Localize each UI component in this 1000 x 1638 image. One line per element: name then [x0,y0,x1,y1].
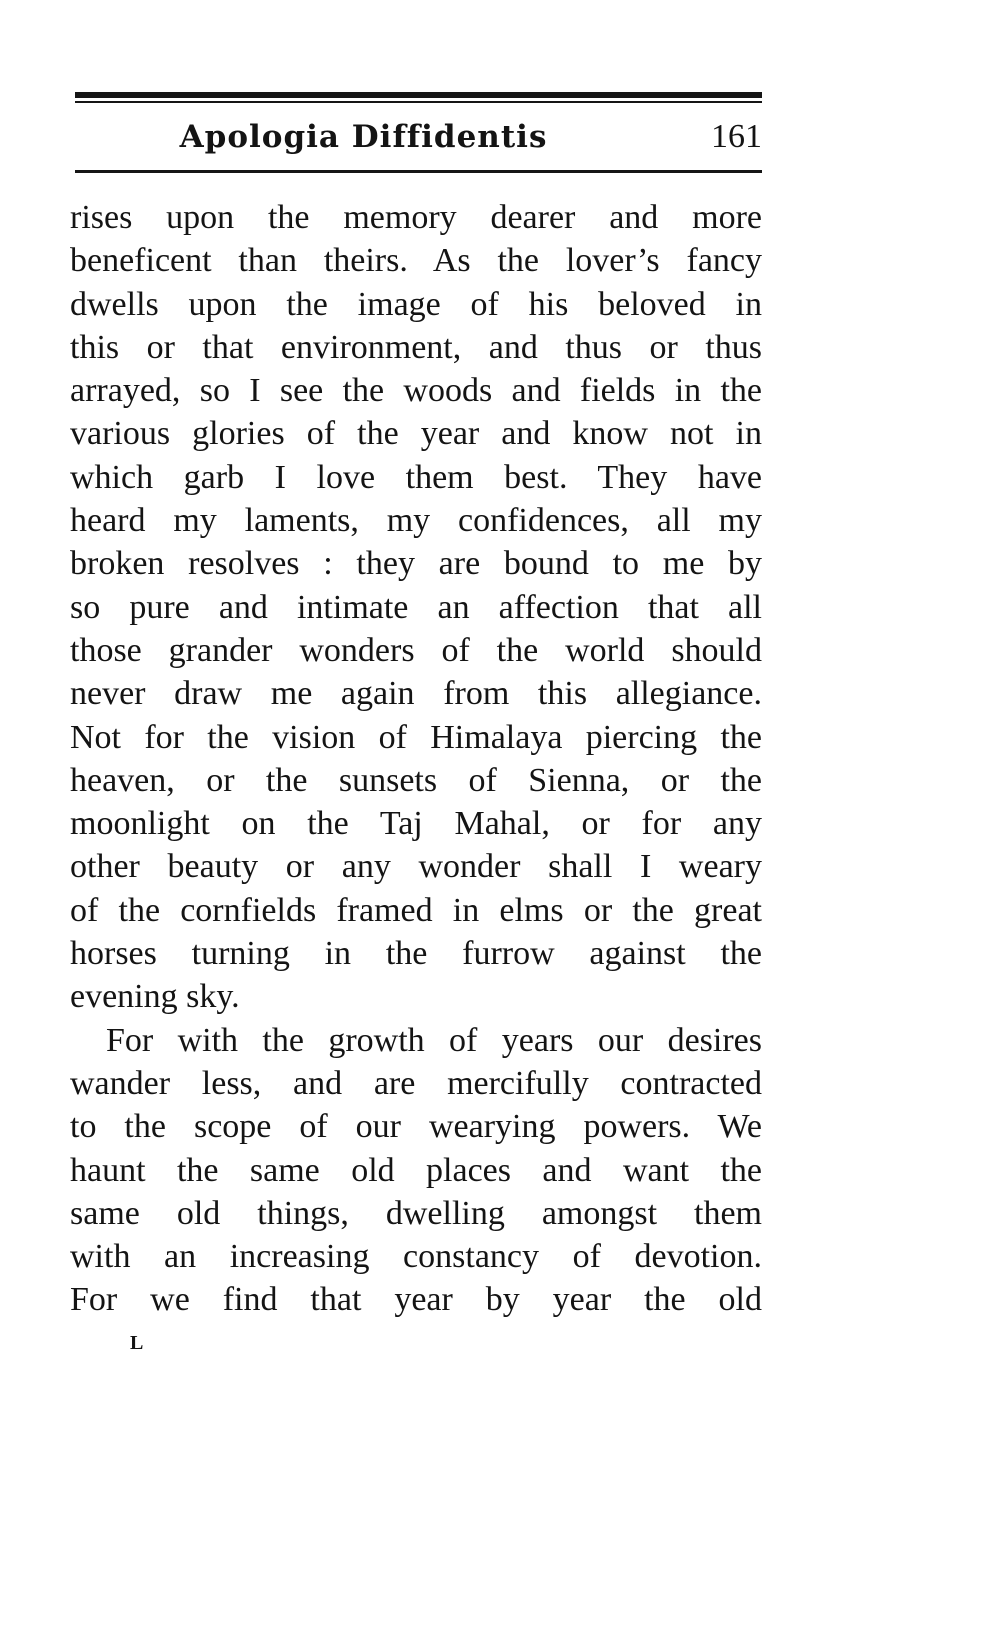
text-line: which garb I love them best. They have [70,458,762,496]
running-title: Apologia Diffidentis [179,119,548,155]
text-line: so pure and intimate an affection that all [70,588,762,626]
text-line: those grander wonders of the world should [70,631,762,669]
page-number: 161 [711,118,762,155]
text-line: wander less, and are mercifully contracted [70,1064,762,1102]
text-line: arrayed, so I see the woods and fields in the [70,372,762,410]
text-line: Not for the vision of Himalaya piercing the [70,718,762,756]
text-line: various glories of the year and know not in [70,415,762,453]
text-line: broken resolves : they are bound to me by [70,545,762,583]
paragraph-start-line: For with the growth of years our desires [106,1021,762,1059]
text-line: haunt the same old places and want the [70,1151,762,1189]
text-line: moonlight on the Taj Mahal, or for any [70,805,762,843]
text-line: of the cornfields framed in elms or the great [70,891,762,929]
text-line: with an increasing constancy of devotion. [70,1238,762,1276]
paragraph-end-line: evening sky. [70,978,240,1016]
header-rule-thick [75,92,762,98]
text-line: dwells upon the image of his beloved in [70,285,762,323]
text-line: never draw me again from this allegiance. [70,675,762,713]
text-line: For we find that year by year the old [70,1281,762,1319]
signature-mark: L [130,1332,145,1354]
header-underline-rule [75,170,762,173]
text-line: horses turning in the furrow against the [70,935,762,973]
text-line: to the scope of our wearying powers. We [70,1108,762,1146]
header-rule-thin [75,101,762,103]
text-line: heaven, or the sunsets of Sienna, or the [70,761,762,799]
text-line: beneficent than theirs. As the lover’s fancy [70,242,762,280]
text-line: this or that environment, and thus or thus [70,328,762,366]
running-head [75,112,762,162]
text-line: other beauty or any wonder shall I weary [70,848,762,886]
text-line: same old things, dwelling amongst them [70,1194,762,1232]
text-line: rises upon the memory dearer and more [70,199,762,236]
text-line: heard my laments, my confidences, all my [70,502,762,540]
body-text [70,196,762,1322]
